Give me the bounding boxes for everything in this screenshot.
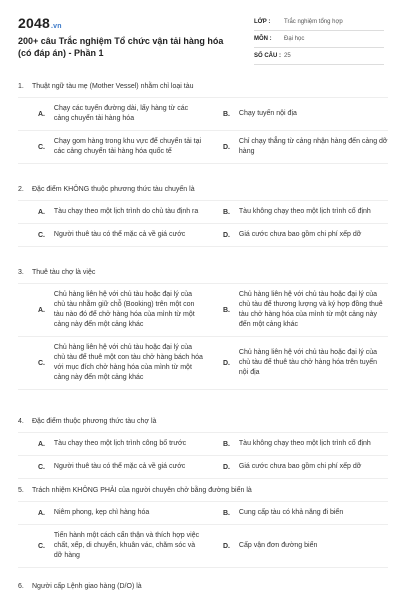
options <box>18 200 388 247</box>
question-5 <box>18 486 388 568</box>
option-b[interactable] <box>203 201 388 223</box>
question-number: 5. <box>18 487 24 494</box>
option-letter: D. <box>223 359 230 367</box>
option-c[interactable] <box>18 525 203 567</box>
option-d[interactable] <box>203 456 388 478</box>
option-letter: B. <box>223 509 230 517</box>
option-text: Chủ hàng liên hệ với chủ tàu hoặc đại lý của chủ tàu để thuê một con tàu chở hàng bách hóa với mục đích chở hàng hóa của mình từ một cảng này đến một cảng khác <box>53 344 203 381</box>
option-row <box>18 284 388 337</box>
option-text: Tiến hành một cách cẩn thận và thích hợp việc chất, xếp, di chuyển, khuân vác, chăm sóc và dỡ hàng <box>53 532 200 559</box>
option-c[interactable] <box>18 456 203 478</box>
logo[interactable] <box>18 15 62 31</box>
option-letter: C. <box>38 542 45 550</box>
option-letter: A. <box>38 208 45 216</box>
option-letter: B. <box>223 440 230 448</box>
meta-row-subject <box>254 31 384 48</box>
option-a[interactable] <box>18 502 203 524</box>
option-text: Chạy gom hàng trong khu vực để chuyển tải tại các cảng chuyển tải hàng hóa quốc tế <box>53 138 202 155</box>
option-letter: A. <box>38 306 45 314</box>
option-b[interactable] <box>203 433 388 455</box>
header <box>0 0 400 78</box>
option-a[interactable] <box>18 284 203 336</box>
option-a[interactable] <box>18 433 203 455</box>
option-text: Chạy các tuyến đường dài, lấy hàng từ các cảng chuyển tải hàng hóa <box>53 105 189 122</box>
meta-value: Đại học <box>284 36 305 42</box>
option-letter: A. <box>38 440 45 448</box>
option-letter: D. <box>223 143 230 151</box>
meta-panel <box>254 14 384 65</box>
option-row <box>18 502 388 525</box>
option-row <box>18 201 388 224</box>
meta-row-count <box>254 48 384 65</box>
option-text: Người thuê tàu có thể mặc cả về giá cước <box>53 463 186 470</box>
question-number: 3. <box>18 269 24 276</box>
option-letter: C. <box>38 143 45 151</box>
option-text: Giá cước chưa bao gồm chi phí xếp dỡ <box>238 463 362 470</box>
option-letter: C. <box>38 359 45 367</box>
option-letter: A. <box>38 509 45 517</box>
question-number: 1. <box>18 83 24 90</box>
option-text: Niêm phong, kẹp chì hàng hóa <box>53 509 150 516</box>
option-row <box>18 224 388 247</box>
options <box>18 501 388 568</box>
options <box>18 97 388 164</box>
option-text: Chủ hàng liên hệ với chủ tàu hoặc đại lý của chủ tàu nhằm giữ chỗ (Booking) trên một con tàu nào đó để chở hàng hóa của mình từ một cảng này đến một cảng khác <box>53 291 195 328</box>
option-a[interactable] <box>18 98 203 130</box>
option-letter: B. <box>223 306 230 314</box>
option-text: Chủ hàng liên hệ với chủ tàu hoặc đại lý của chủ tàu để thương lượng và ký hợp đồng thuê tàu chở hàng hóa của mình từ một cảng này đến một cảng khác <box>238 291 383 328</box>
option-letter: C. <box>38 231 45 239</box>
question-title <box>18 268 388 277</box>
option-text: Chạy tuyến nội địa <box>238 110 297 117</box>
question-1 <box>18 82 388 164</box>
option-d[interactable] <box>203 224 388 246</box>
option-d[interactable] <box>203 131 388 163</box>
option-letter: C. <box>38 463 45 471</box>
question-number: 6. <box>18 583 24 590</box>
option-text: Cung cấp tàu có khả năng đi biển <box>238 509 344 516</box>
meta-value: 25 <box>284 53 291 59</box>
options <box>18 283 388 390</box>
meta-key: LỚP : <box>254 19 271 25</box>
question-title <box>18 486 388 495</box>
option-text: Chủ hàng liên hệ với chủ tàu hoặc đại lý của chủ tàu để thuê tàu chở hàng hóa trên tuyến nội địa <box>238 349 377 376</box>
document-title: 200+ câu Trắc nghiệm Tổ chức vận tải hàng hóa (có đáp án) - Phần 1 <box>18 36 224 58</box>
option-text: Chỉ chạy thẳng từ cảng nhận hàng đến cảng dỡ hàng <box>238 138 388 155</box>
options <box>18 432 388 479</box>
meta-row-class <box>254 14 384 31</box>
question-title <box>18 417 388 426</box>
question-text: Trách nhiệm KHÔNG PHẢI của người chuyên chở bằng đường biển là <box>32 487 252 494</box>
meta-value: Trắc nghiệm tổng hợp <box>284 19 343 25</box>
option-row <box>18 98 388 131</box>
question-text: Đặc điểm KHÔNG thuộc phương thức tàu chuyến là <box>32 186 195 193</box>
option-c[interactable] <box>18 224 203 246</box>
option-b[interactable] <box>203 284 388 336</box>
question-title <box>18 82 388 91</box>
meta-key: SỐ CÂU : <box>254 53 281 59</box>
option-text: Tàu chạy theo một lịch trình do chủ tàu định ra <box>53 208 199 215</box>
option-letter: B. <box>223 208 230 216</box>
option-text: Tàu chạy theo một lịch trình công bố trước <box>53 440 187 447</box>
option-row <box>18 337 388 390</box>
logo-text: 2048 <box>18 15 50 31</box>
option-letter: B. <box>223 110 230 118</box>
option-d[interactable] <box>203 525 388 567</box>
option-d[interactable] <box>203 337 388 389</box>
question-4 <box>18 417 388 479</box>
question-title <box>18 185 388 194</box>
question-title <box>18 582 388 591</box>
option-c[interactable] <box>18 131 203 163</box>
question-number: 2. <box>18 186 24 193</box>
option-letter: D. <box>223 231 230 239</box>
option-text: Cấp vận đơn đường biển <box>238 542 318 549</box>
question-3 <box>18 268 388 390</box>
option-row <box>18 456 388 479</box>
option-letter: D. <box>223 463 230 471</box>
option-b[interactable] <box>203 98 388 130</box>
meta-key: MÔN : <box>254 36 272 42</box>
option-c[interactable] <box>18 337 203 389</box>
option-row <box>18 131 388 164</box>
option-row <box>18 433 388 456</box>
question-text: Người cấp Lệnh giao hàng (D/O) là <box>32 583 142 590</box>
option-letter: A. <box>38 110 45 118</box>
option-a[interactable] <box>18 201 203 223</box>
option-text: Tàu không chạy theo một lịch trình cố định <box>238 208 371 215</box>
option-row <box>18 525 388 568</box>
option-text: Giá cước chưa bao gồm chi phí xếp dỡ <box>238 231 362 238</box>
option-text: Người thuê tàu có thể mặc cả về giá cước <box>53 231 186 238</box>
question-2 <box>18 185 388 247</box>
question-6 <box>18 582 388 591</box>
question-number: 4. <box>18 418 24 425</box>
option-text: Tàu không chạy theo một lịch trình cố định <box>238 440 371 447</box>
question-text: Đặc điểm thuộc phương thức tàu chợ là <box>32 418 157 425</box>
option-b[interactable] <box>203 502 388 524</box>
question-text: Thuật ngữ tàu mẹ (Mother Vessel) nhằm chỉ loại tàu <box>32 83 194 90</box>
logo-suffix: .vn <box>50 23 62 30</box>
question-text: Thuê tàu chợ là việc <box>32 269 96 276</box>
option-letter: D. <box>223 542 230 550</box>
